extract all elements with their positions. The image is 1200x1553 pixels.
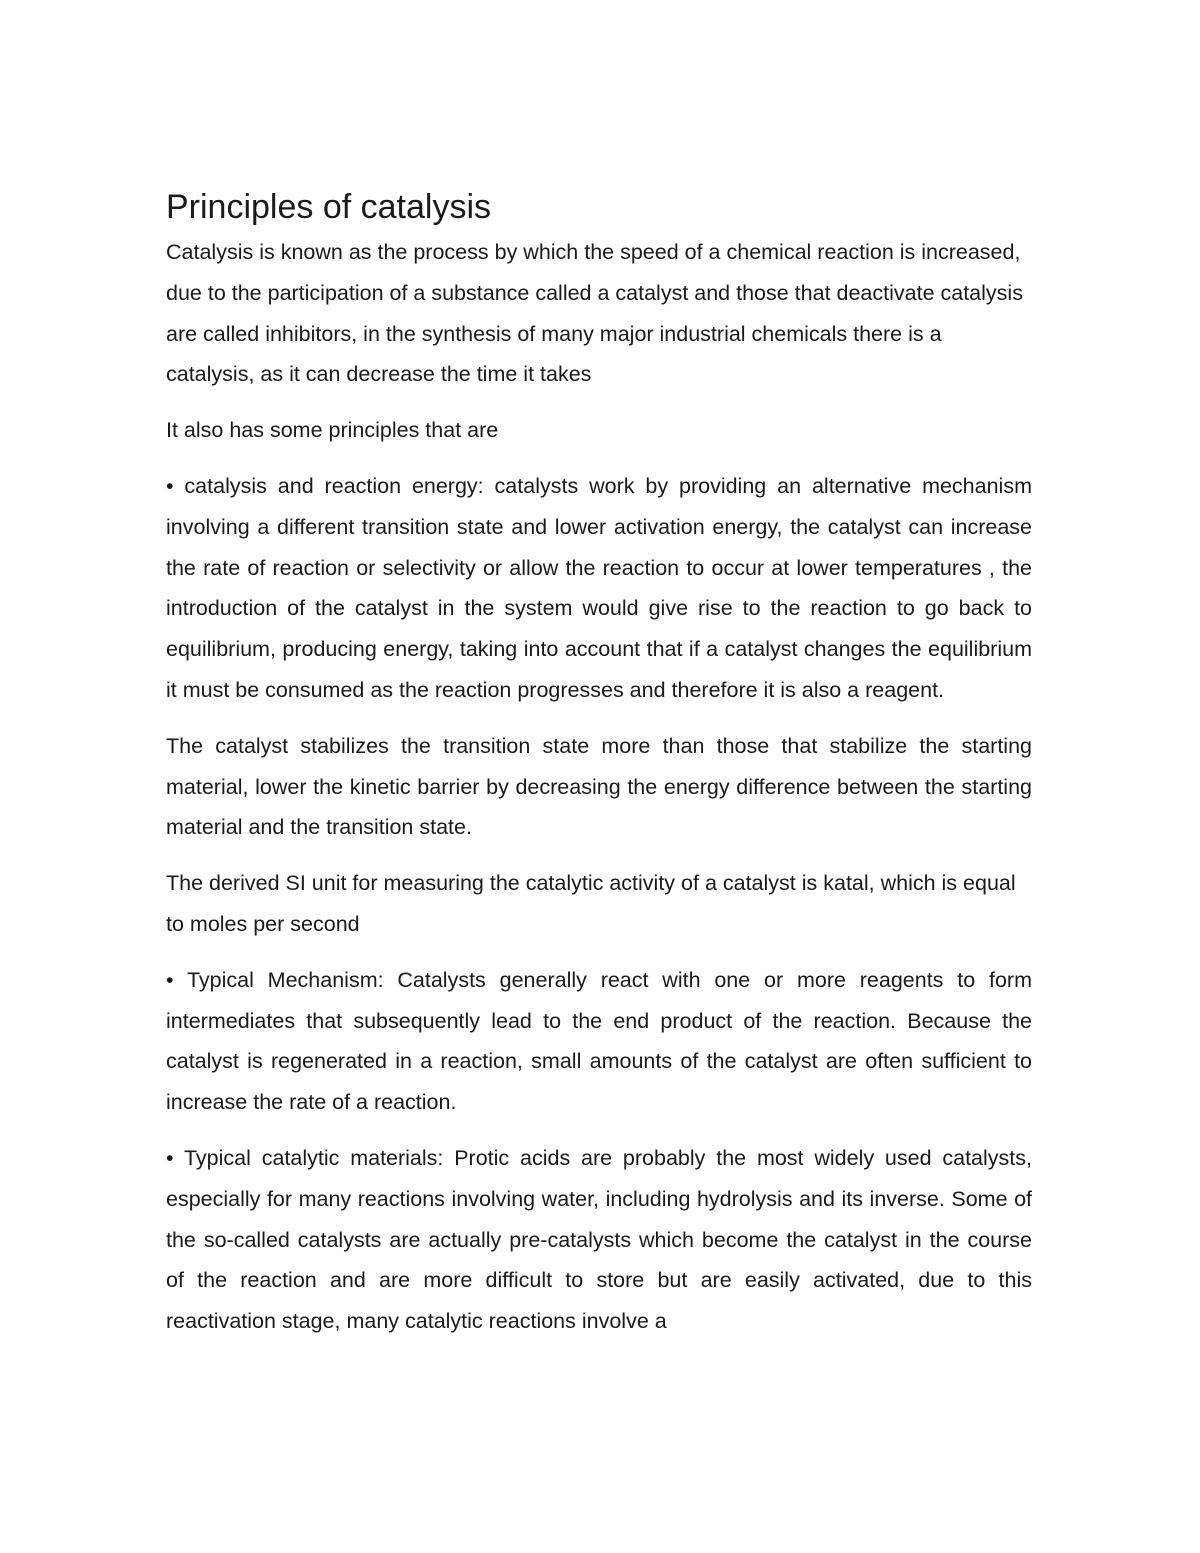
paragraph-catalytic-materials: • Typical catalytic materials: Protic acids are probably the most widely used catalysts, especially for many reactions involving water, including hydrolysis and its inverse. Some of the so-called catalysts are actually pre-catalysts which become the catalyst in the course of the reaction and are more difficult to store but are easily activated, due to this reactivation stage, many catalytic reactions involve a [166,1145,1032,1334]
paragraph-definition: Catalysis is known as the process by which the speed of a chemical reaction is increased, due to the participation of a substance called a catalyst and those that deactivate catalysis are called inhibitors, in the synthesis of many major industrial chemicals there is a catalysis, as it can decrease the time it takes [166,240,1023,387]
paragraph-si-unit: The derived SI unit for measuring the catalytic activity of a catalyst is katal, which is equal to moles per second [166,871,1016,936]
paragraph-typical-mechanism: • Typical Mechanism: Catalysts generally react with one or more reagents to form intermediates that subsequently lead to the end product of the reaction. Because the catalyst is regenerated in a reaction, small amounts of the catalyst are often sufficient to increase the rate of a reaction. [166,967,1032,1115]
paragraph-transition-state: The catalyst stabilizes the transition state more than those that stabilize the starting material, lower the kinetic barrier by decreasing the energy difference between the starting material and the transition state. [166,733,1032,840]
document-title: Principles of catalysis [166,188,492,226]
document-body [166,186,1032,1357]
paragraph-principles-intro: It also has some principles that are [166,418,499,443]
paragraph-reaction-energy: • catalysis and reaction energy: catalysts work by providing an alternative mechanism involving a different transition state and lower activation energy, the catalyst can increase the rate of reaction or selectivity or allow the reaction to occur at lower temperatures , the introduction of the catalyst in the system would give rise to the reaction to go back to equilibrium, producing energy, taking into account that if a catalyst changes the equilibrium it must be consumed as the reaction progresses and therefore it is also a reagent. [166,473,1032,702]
